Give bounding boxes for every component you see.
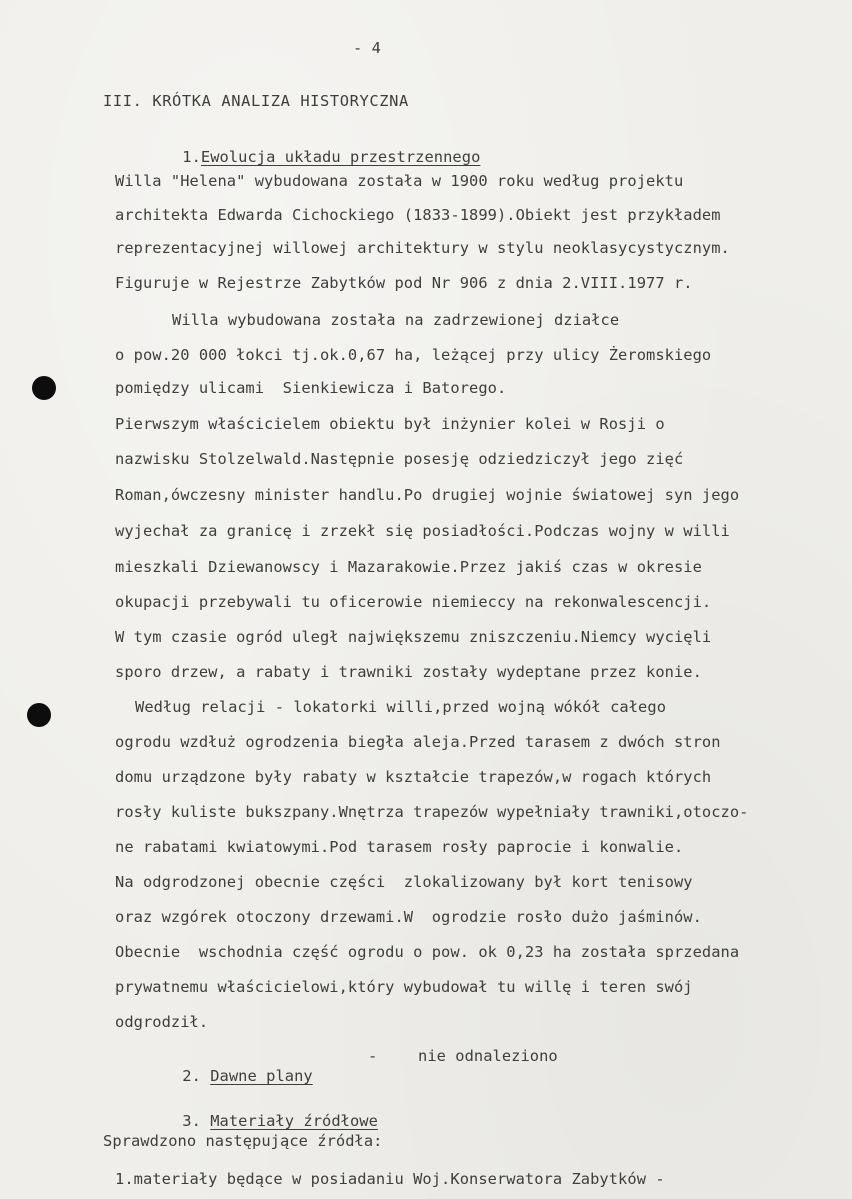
body-line-10: Roman,ówczesny minister handlu.Po drugiej wojnie światowej syn jego [115, 486, 740, 504]
body-line-9: nazwisku Stolzelwald.Następnie posesję odziedziczył jego zięć [115, 450, 684, 468]
body-line-21: Na odgrodzonej obecnie części zlokalizowany był kort tenisowy [115, 873, 693, 891]
body-line-25: odgrodził. [115, 1013, 209, 1031]
body-line-3: reprezentacyjnej willowej architektury w stylu neoklasycystycznym. [115, 239, 730, 257]
body-line-16: Według relacji - lokatorki willi,przed wojną wókół całego [135, 698, 667, 716]
body-line-4: Figuruje w Rejestrze Zabytków pod Nr 906 z dnia 2.VIII.1977 r. [115, 274, 693, 292]
body-line-12: mieszkali Dziewanowscy i Mazarakowie.Przez jakiś czas w okresie [115, 558, 702, 576]
body-line-18: domu urządzone były rabaty w kształcie trapezów,w rogach których [115, 768, 712, 786]
body-line-8: Pierwszym właścicielem obiektu był inżynier kolei w Rosji o [115, 415, 665, 433]
subsection-3-number: 3. [182, 1112, 201, 1130]
subsection-3-title: Materiały źródłowe [210, 1112, 378, 1130]
subsection-2-dash: - [368, 1047, 378, 1065]
subsection-2-value: nie odnaleziono [418, 1047, 558, 1065]
body-line-11: wyjechał za granicę i zrzekł się posiadłości.Podczas wojny w willi [115, 522, 730, 540]
body-line-23: Obecnie wschodnia część ogrodu o pow. ok 0,23 ha została sprzedana [115, 943, 740, 961]
section-heading: III. KRÓTKA ANALIZA HISTORYCZNA [103, 92, 409, 110]
body-line-5: Willa wybudowana została na zadrzewionej działce [172, 311, 620, 329]
page-number: - 4 [353, 39, 381, 57]
subsection-2-number: 2. [182, 1067, 201, 1085]
body-line-15: sporo drzew, a rabaty i trawniki zostały wydeptane przez konie. [115, 663, 702, 681]
body-line-17: ogrodu wzdłuż ogrodzenia biegła aleja.Przed tarasem z dwóch stron [115, 733, 721, 751]
sources-intro: Sprawdzono następujące źródła: [103, 1132, 383, 1150]
body-line-24: prywatnemu właścicielowi,który wybudował tu willę i teren swój [115, 978, 693, 996]
binder-hole-bottom [27, 703, 51, 727]
body-line-7: pomiędzy ulicami Sienkiewicza i Batorego. [115, 379, 507, 397]
body-line-20: ne rabatami kwiatowymi.Pod tarasem rosły paprocie i konwalie. [115, 838, 684, 856]
binder-hole-top [32, 376, 56, 400]
body-line-22: oraz wzgórek otoczony drzewami.W ogrodzie rosło dużo jaśminów. [115, 908, 702, 926]
body-line-19: rosły kuliste bukszpany.Wnętrza trapezów wypełniały trawniki,otoczo- [115, 803, 749, 821]
body-line-1: Willa "Helena" wybudowana została w 1900 roku według projektu [115, 172, 684, 190]
subsection-1-title: Ewolucja układu przestrzennego [200, 148, 481, 166]
body-line-13: okupacji przebywali tu oficerowie niemieccy na rekonwalescencji. [115, 593, 712, 611]
body-line-2: architekta Edwarda Cichockiego (1833-1899).Obiekt jest przykładem [115, 206, 721, 224]
subsection-2-title: Dawne plany [210, 1067, 313, 1085]
subsection-1-number: 1. [182, 148, 201, 166]
body-line-6: o pow.20 000 łokci tj.ok.0,67 ha, leżącej przy ulicy Żeromskiego [115, 346, 712, 364]
body-line-14: W tym czasie ogród uległ największemu zniszczeniu.Niemcy wycięli [115, 628, 712, 646]
sources-item-1: 1.materiały będące w posiadaniu Woj.Konserwatora Zabytków - [115, 1170, 665, 1188]
